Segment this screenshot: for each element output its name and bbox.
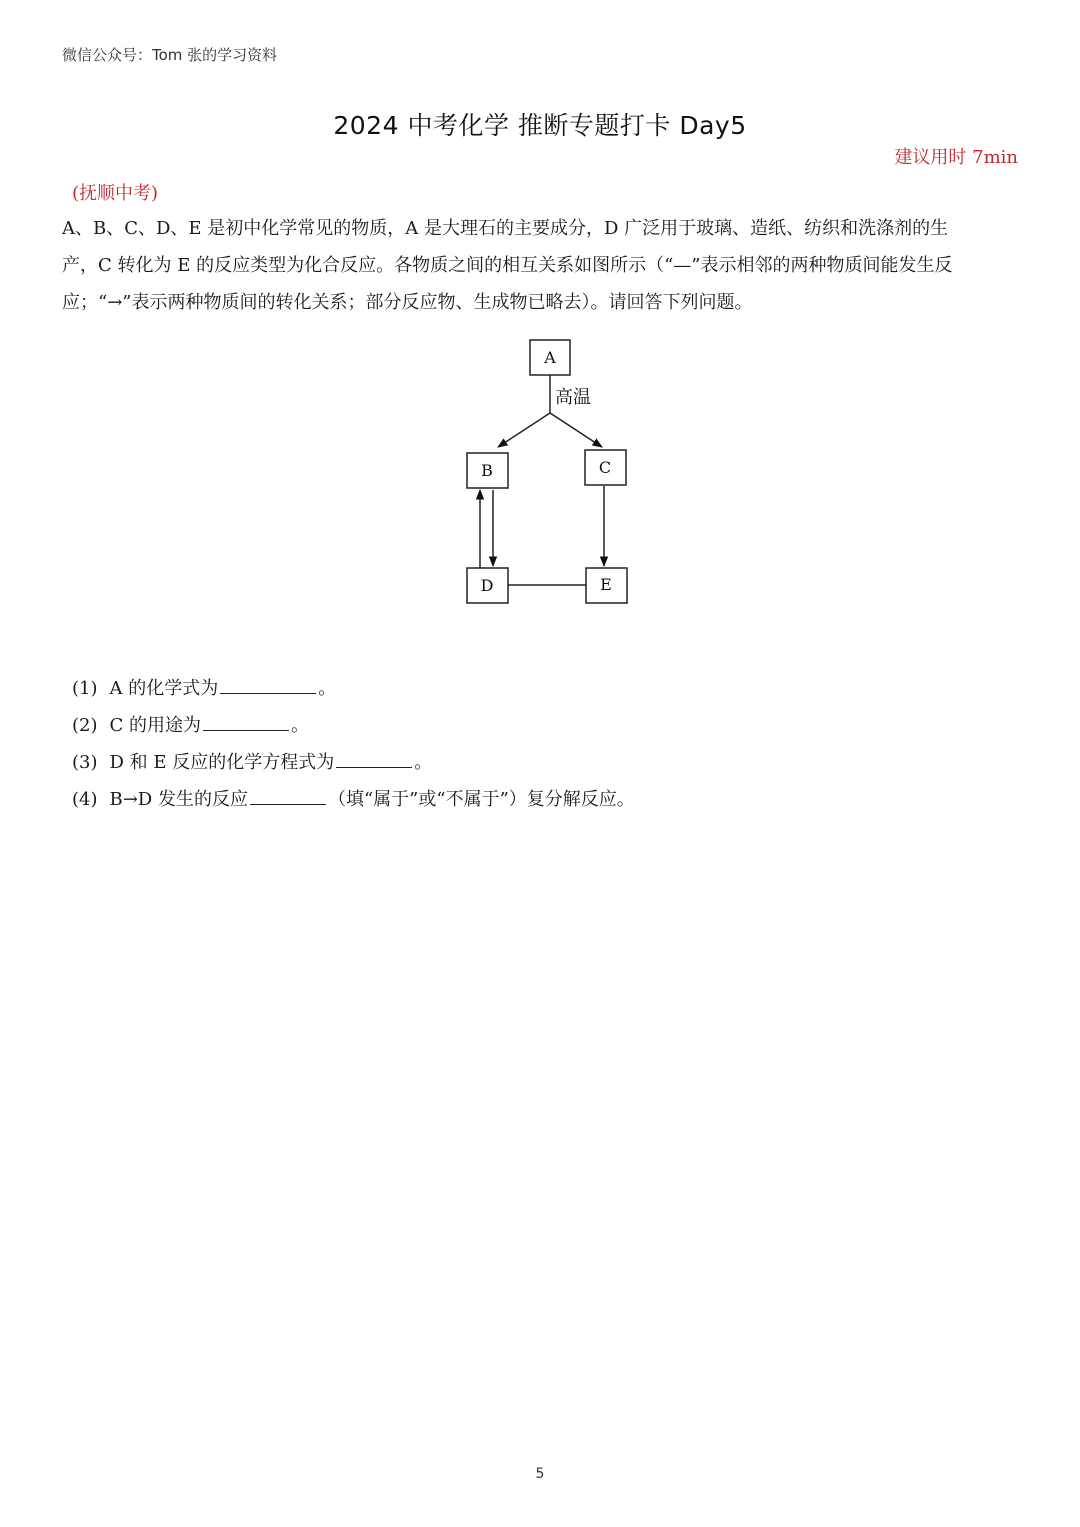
question-number: (2) [72,715,98,736]
stem-line: 应；“→”表示两种物质间的转化关系；部分反应物、生成物已略去）。请回答下列问题。 [62,292,753,313]
answer-blank[interactable] [336,749,412,768]
question-text: C 的用途为 [109,715,201,736]
question-number: (3) [72,752,98,773]
question-text: D 和 E 反应的化学方程式为 [109,752,335,773]
answer-blank[interactable] [250,786,326,805]
node-a-label: A [544,348,556,367]
answer-blank[interactable] [203,712,289,731]
question-item [72,670,635,707]
question-text-after: 。 [414,752,433,773]
answer-blank[interactable] [220,675,316,694]
question-item [72,781,635,818]
node-c-label: C [598,458,612,477]
question-text: A 的化学式为 [109,678,219,699]
suggested-time: 建议用时 7min [894,147,1018,168]
question-source: (抚顺中考) [72,183,159,204]
question-list [72,670,635,818]
question-text: B→D 发生的反应 [109,789,248,810]
stem-line: A、B、C、D、E 是初中化学常见的物质，A 是大理石的主要成分，D 广泛用于玻璃、造纸、纺织和洗涤剂的生 [62,218,949,239]
relation-diagram [440,330,650,620]
a-to-b-arrow [498,413,550,447]
page-title: 2024 中考化学 推断专题打卡 Day5 [333,111,747,140]
node-d-label: D [480,576,494,595]
header-note: 微信公众号：Tom 张的学习资料 [62,46,278,64]
question-text-after: （填“属于”或“不属于”）复分解反应。 [327,789,635,810]
question-item [72,744,635,781]
question-text-after: 。 [291,715,309,736]
question-number: (4) [72,789,98,810]
node-e-label: E [600,575,612,594]
a-to-c-arrow [550,413,602,447]
question-number: (1) [72,678,98,699]
question-item [72,707,635,744]
page-number: 5 [535,1466,545,1482]
stem-line: 产，C 转化为 E 的反应类型为化合反应。各物质之间的相互关系如图所示（“—”表示相邻的两种物质间能发生反 [62,255,953,276]
node-b-label: B [481,461,493,480]
question-text-after: 。 [318,678,337,699]
condition-label: 高温 [555,387,591,408]
question-stem [62,210,1012,321]
